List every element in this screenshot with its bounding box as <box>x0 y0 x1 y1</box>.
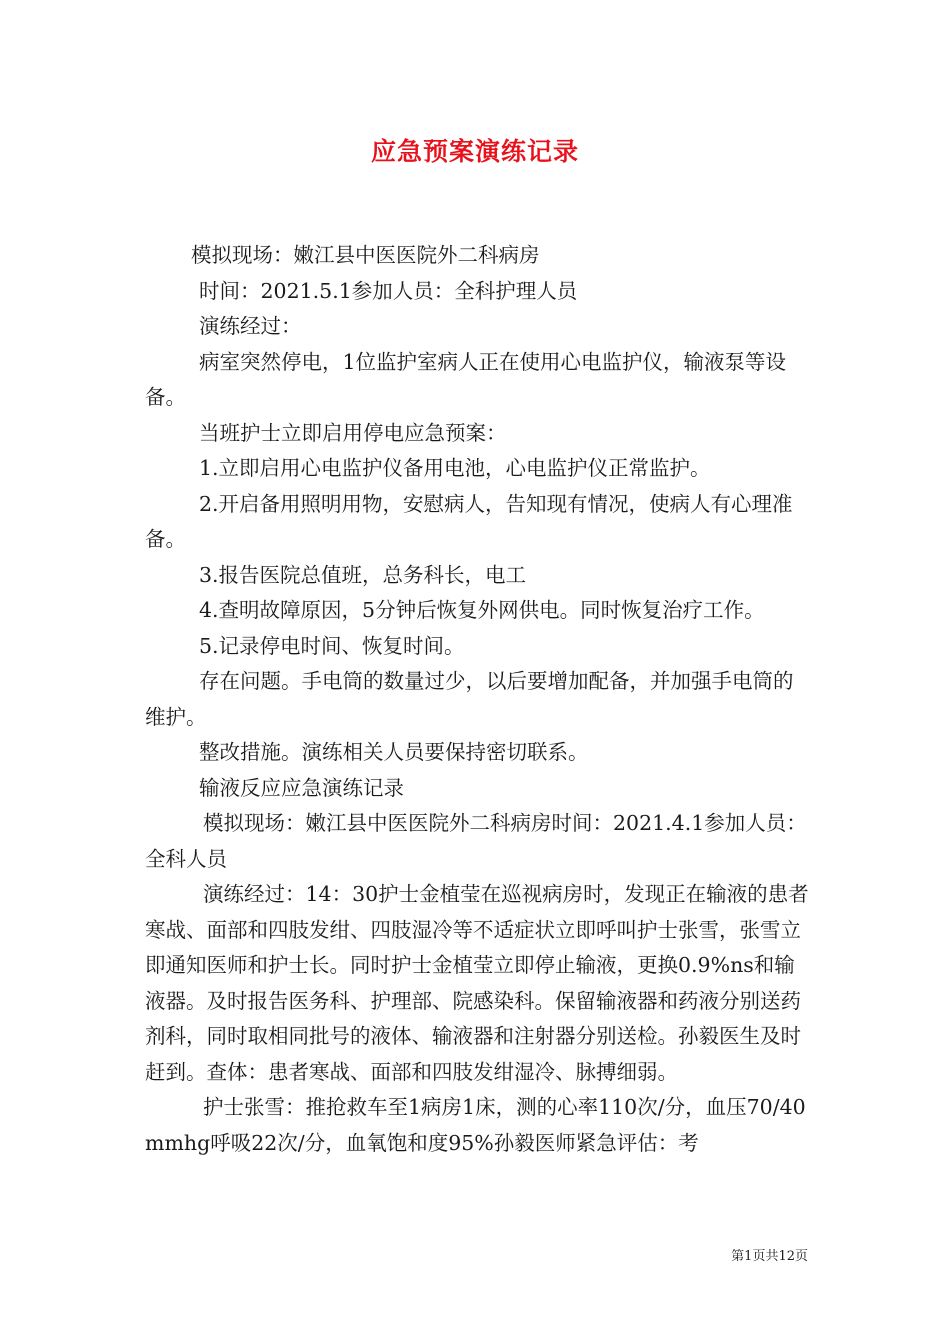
page-number: 第1页共12页 <box>731 1249 808 1264</box>
paragraph-scene: 模拟现场：嫩江县中医医院外二科病房 <box>191 243 540 267</box>
paragraph-step-1: 1.立即启用心电监护仪备用电池，心电监护仪正常监护。 <box>199 456 711 480</box>
paragraph-power-outage: 病室突然停电，1位监护室病人正在使用心电监护仪，输液泵等设备。 <box>145 349 787 409</box>
paragraph-section-heading: 输液反应应急演练记录 <box>199 775 404 800</box>
paragraph-problems: 存在问题。手电筒的数量过少，以后要增加配备，并加强手电筒的维护。 <box>145 669 794 729</box>
paragraph-step-4: 4.查明故障原因，5分钟后恢复外网供电。同时恢复治疗工作。 <box>199 598 765 622</box>
paragraph-nurse-zhang: 护士张雪：推抢救车至1病房1床，测的心率110次/分，血压70/40mmhg呼吸22次/分，血氧饱和度95%孙毅医师紧急评估：考 <box>145 1095 806 1155</box>
document-body <box>145 238 813 1161</box>
paragraph-step-5: 5.记录停电时间、恢复时间。 <box>199 633 465 658</box>
paragraph-scene-2: 模拟现场：嫩江县中医医院外二科病房时间：2021.4.1参加人员：全科人员 <box>145 811 807 871</box>
paragraph-time-participants: 时间：2021.5.1参加人员：全科护理人员 <box>199 278 578 303</box>
paragraph-step-2: 2.开启备用照明用物，安慰病人，告知现有情况，使病人有心理准备。 <box>145 491 793 551</box>
paragraph-step-3: 3.报告医院总值班，总务科长，电工 <box>199 562 527 587</box>
document-title: 应急预案演练记录 <box>370 137 579 166</box>
paragraph-corrective-measures: 整改措施。演练相关人员要保持密切联系。 <box>199 740 589 764</box>
paragraph-emergency-plan: 当班护士立即启用停电应急预案： <box>199 420 507 445</box>
paragraph-drill-process-label: 演练经过： <box>199 314 302 338</box>
paragraph-drill-process-2: 演练经过：14：30护士金植莹在巡视病房时，发现正在输液的患者寒战、面部和四肢发绀、四肢湿冷等不适症状立即呼叫护士张雪，张雪立即通知医师和护士长。同时护士金植莹立即停止输液，更换0.9%ns和输液器。及时报告医务科、护理部、院感染科。保留输液器和药液分别送药剂科，同时取相同批号的液体、输液器和注射器分别送检。孙毅医生及时赶到。查体：患者寒战、面部和四肢发绀湿冷、脉搏细弱。 <box>145 882 809 1084</box>
